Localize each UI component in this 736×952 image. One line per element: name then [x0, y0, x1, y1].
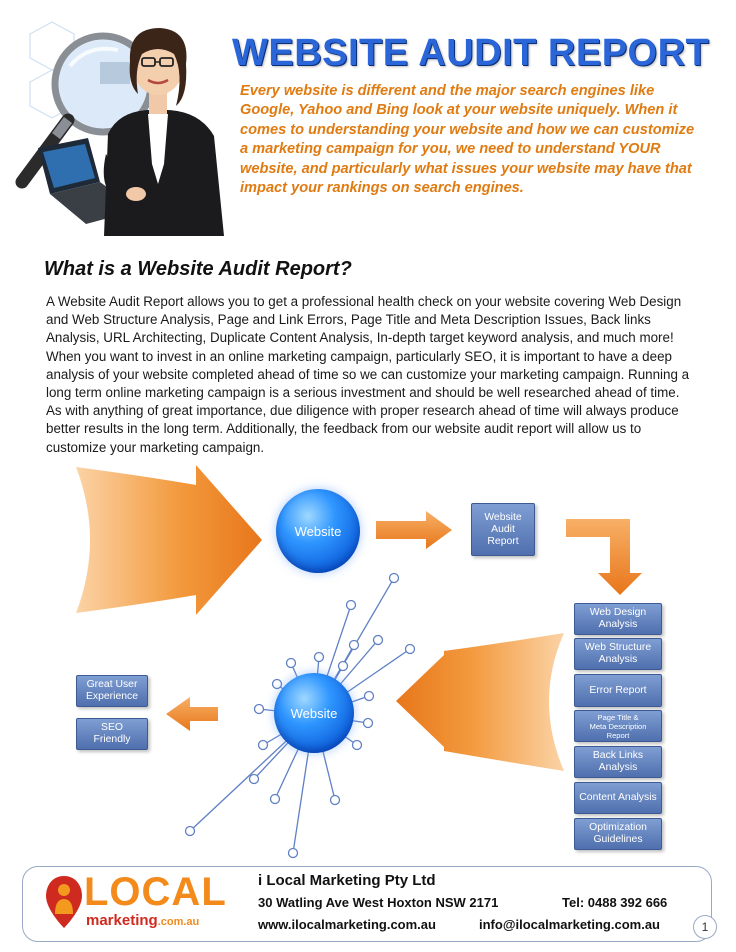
report-item-error-report [574, 674, 662, 707]
outcome-seo-friendly [76, 718, 148, 750]
outcome-line: SEO [101, 722, 123, 733]
audit-box-line: Report [487, 535, 519, 547]
company-website-link[interactable]: www.ilocalmarketing.com.au [258, 917, 436, 932]
report-item-content-analysis [574, 782, 662, 814]
report-item-web-structure [574, 638, 662, 670]
pin-person-icon [44, 874, 84, 930]
header-illustration [8, 14, 232, 236]
logo-sub-text [86, 912, 199, 929]
small-arrow-left [166, 697, 218, 731]
large-arrow-right [76, 465, 262, 615]
large-arrow-left [396, 633, 564, 771]
audit-process-diagram [0, 455, 736, 865]
intro-paragraph: Every website is different and the major search engines like Google, Yahoo and Bing look at your website uniquely. When it comes to understanding your website and how we can customize a marketing campaign for you, we need to understand YOUR website, and particularly what issues your website may have that impact your rankings on search engines. [240, 83, 695, 197]
report-item-line: Optimization [589, 822, 647, 833]
website-node-bottom: Website [274, 673, 354, 753]
logo-suffix: .com.au [157, 916, 200, 928]
small-arrow-right [376, 511, 452, 549]
report-item-line: Web Structure [584, 642, 652, 653]
report-item-line: Error Report [589, 684, 647, 696]
website-node-top: Website [276, 489, 360, 573]
audit-report-box [471, 503, 535, 556]
report-item-back-links [574, 746, 662, 778]
logo-main-text: LOCAL [84, 870, 227, 914]
audit-box-line: Website [484, 511, 522, 523]
outcome-line: Experience [86, 691, 138, 702]
report-item-line: Guidelines [593, 834, 643, 845]
page-number: 1 [693, 915, 717, 939]
elbow-arrow-down [566, 519, 642, 595]
report-item-page-title [574, 710, 662, 742]
report-item-web-design [574, 603, 662, 635]
report-item-line: Analysis [598, 654, 638, 665]
report-item-line: Report [606, 730, 630, 740]
report-item-line: Web Design [589, 607, 647, 618]
report-item-line: Analysis [598, 762, 638, 773]
body-paragraph: A Website Audit Report allows you to get a professional health check on your website covering Web Design and Web Structure Analysis, Page and Link Errors, Page Title and Meta Description Issues, Back links Analysis, URL Architecting, Duplicate Content Analysis, In-depth target keyword analysis, and much more! When you want to invest in an online marketing campaign, particularly SEO, it is important to have a deep analysis of your website completed ahead of time so we can customize your marketing campaign. Running a long term online marketing campaign is a serious investment and should be well researched ahead of time. As with anything of great importance, due diligence with proper research ahead of time will always produce better results in the long term. Additionally, the feedback from our website audit report will allow us to customize your marketing campaign. [46, 294, 690, 455]
report-item-line: Analysis [598, 619, 638, 630]
section-heading: What is a Website Audit Report? [44, 258, 352, 280]
company-address: 30 Watling Ave West Hoxton NSW 2171 [258, 895, 499, 910]
company-email-link[interactable]: info@ilocalmarketing.com.au [479, 917, 660, 932]
report-item-optimization [574, 818, 662, 850]
report-item-line: Page Title & [597, 712, 639, 722]
outcome-line: Great User [86, 679, 138, 690]
report-item-line: Content Analysis [579, 792, 657, 803]
outcome-line: Friendly [93, 734, 131, 745]
company-phone: Tel: 0488 392 666 [562, 895, 668, 910]
outcome-user-experience [76, 675, 148, 707]
report-item-line: Back Links [592, 750, 644, 761]
company-name: i Local Marketing Pty Ltd [258, 872, 436, 889]
report-item-line: Meta Description [589, 721, 647, 731]
page-title: WEBSITE AUDIT REPORT [232, 32, 710, 74]
logo-sub-word: marketing [86, 912, 158, 929]
company-logo [44, 872, 244, 934]
audit-box-line: Audit [491, 523, 515, 535]
